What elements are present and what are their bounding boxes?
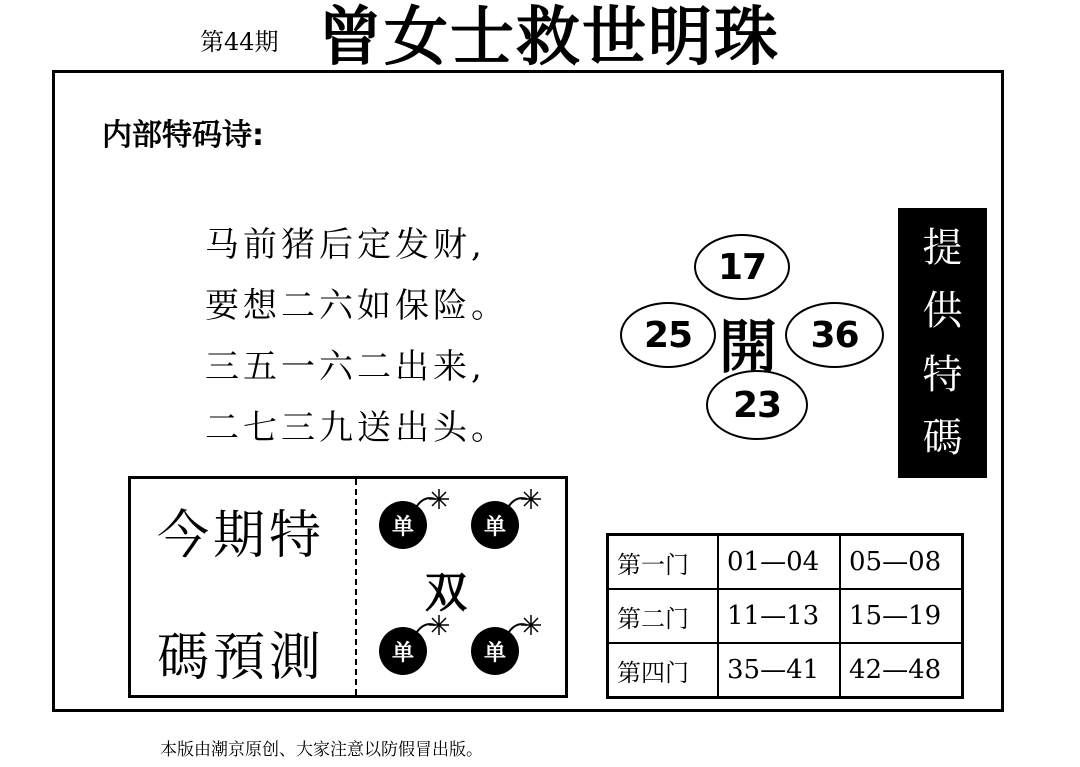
number-oval-bottom: 23 — [706, 370, 808, 440]
side-char: 供 — [922, 288, 963, 335]
table-row — [608, 643, 963, 698]
range-cell: 42—48 — [840, 643, 963, 698]
bomb-icon — [379, 487, 453, 551]
range-cell: 05—08 — [840, 535, 963, 590]
range-cell: 01—04 — [718, 535, 840, 590]
gate-label: 第一门 — [608, 535, 719, 590]
kai-character: 開 — [719, 313, 778, 381]
range-table — [606, 533, 964, 699]
number-oval-left: 25 — [620, 302, 716, 368]
table-row — [608, 589, 963, 643]
side-banner — [898, 208, 987, 478]
range-cell: 11—13 — [718, 589, 840, 643]
page-title: 曾女士救世明珠 — [318, 0, 780, 75]
prediction-result: 双 — [425, 568, 468, 617]
issue-number: 第44期 — [200, 28, 279, 56]
bomb-icon — [379, 613, 453, 677]
side-char: 特 — [922, 351, 963, 398]
prediction-label-bottom: 碼預測 — [157, 628, 326, 688]
poem-line: 二七三九送出头。 — [205, 408, 509, 448]
bomb-label: 单 — [471, 501, 519, 549]
side-char: 碼 — [922, 415, 963, 462]
footer-note: 本版由潮京原创、大家注意以防假冒出版。 — [160, 740, 483, 760]
poem-line: 马前猪后定发财, — [205, 225, 486, 265]
gate-label: 第四门 — [608, 643, 719, 698]
side-char: 提 — [922, 224, 963, 271]
prediction-label-top: 今期特 — [157, 506, 326, 566]
poem-line: 要想二六如保险。 — [205, 286, 509, 326]
prediction-divider — [355, 479, 358, 695]
bomb-label: 单 — [379, 627, 427, 675]
bomb-icon — [471, 487, 545, 551]
prediction-box — [128, 476, 568, 698]
gate-label: 第二门 — [608, 589, 719, 643]
number-oval-right: 36 — [785, 302, 884, 368]
bomb-label: 单 — [471, 627, 519, 675]
range-cell: 35—41 — [718, 643, 840, 698]
bomb-label: 单 — [379, 501, 427, 549]
range-cell: 15—19 — [840, 589, 963, 643]
poem — [205, 215, 509, 459]
number-oval-top: 17 — [694, 234, 790, 300]
poem-heading: 内部特码诗: — [102, 118, 264, 153]
table-row — [608, 535, 963, 590]
poem-line: 三五一六二出来, — [205, 347, 486, 387]
bomb-icon — [471, 613, 545, 677]
